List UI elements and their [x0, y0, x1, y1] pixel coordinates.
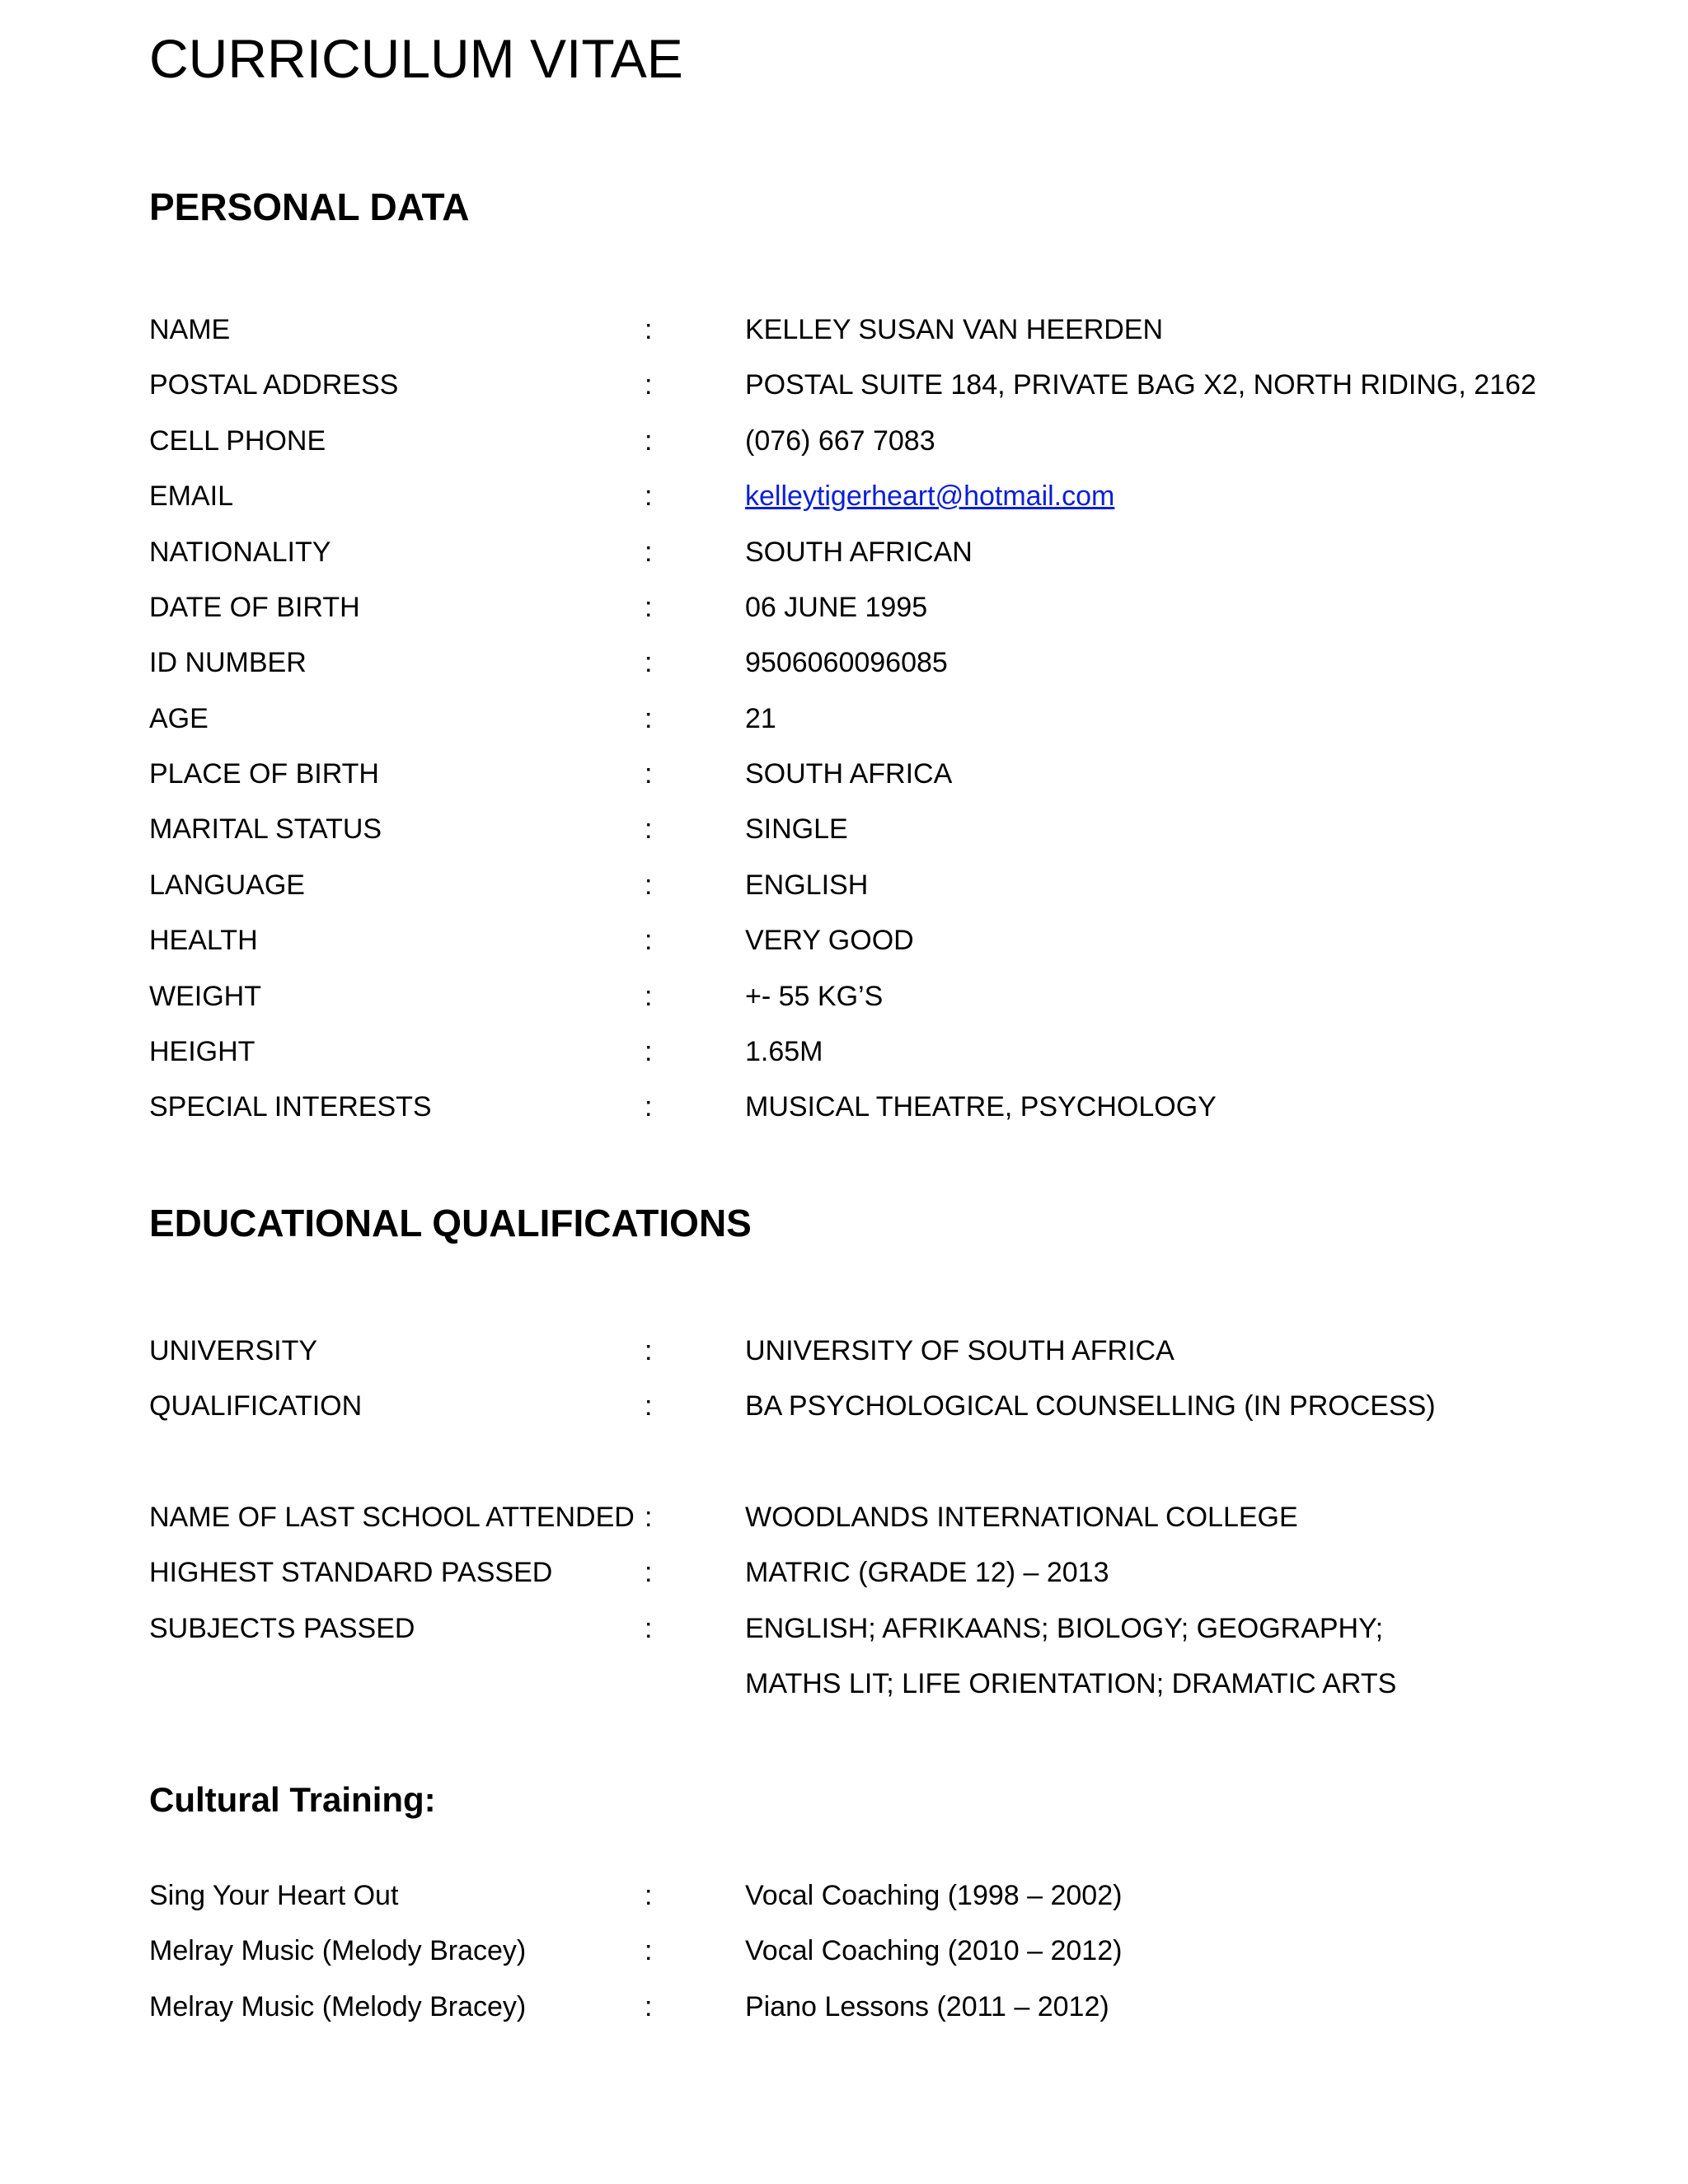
- field-separator: :: [645, 1613, 653, 1644]
- personal-row-special-interests: [149, 1086, 1550, 1127]
- field-separator: :: [645, 703, 653, 734]
- personal-row-height: [149, 1031, 1550, 1072]
- field-label: NAME OF LAST SCHOOL ATTENDED: [149, 1502, 635, 1533]
- field-separator: :: [645, 1335, 653, 1366]
- field-value: SOUTH AFRICAN: [745, 537, 973, 568]
- field-value: Vocal Coaching (2010 – 2012): [745, 1935, 1123, 1966]
- field-value: SINGLE: [745, 813, 848, 845]
- field-separator: :: [645, 758, 653, 790]
- education-row-qualification: [149, 1385, 1550, 1427]
- field-separator: :: [645, 869, 653, 901]
- education-row-subjects-continued: [149, 1663, 1550, 1704]
- personal-row-place-of-birth: [149, 753, 1550, 794]
- education-row-university: [149, 1330, 1550, 1371]
- field-value: KELLEY SUSAN VAN HEERDEN: [745, 314, 1164, 345]
- field-value-wrapper: [745, 476, 1114, 517]
- field-separator: :: [645, 369, 653, 401]
- field-value: VERY GOOD: [745, 925, 914, 956]
- personal-row-health: [149, 920, 1550, 961]
- field-separator: :: [645, 1557, 653, 1588]
- field-value: 06 JUNE 1995: [745, 592, 928, 623]
- field-value: 9506060096085: [745, 647, 948, 678]
- field-value: +- 55 KG’S: [745, 981, 884, 1012]
- field-label: DATE OF BIRTH: [149, 592, 360, 623]
- education-row-highest-standard: [149, 1552, 1550, 1593]
- field-value: ENGLISH: [745, 869, 869, 901]
- field-value: SOUTH AFRICA: [745, 758, 953, 790]
- field-separator: :: [645, 1935, 653, 1966]
- education-row-last-school: [149, 1497, 1550, 1538]
- field-value: WOODLANDS INTERNATIONAL COLLEGE: [745, 1502, 1298, 1533]
- personal-row-postal-address: [149, 364, 1550, 405]
- personal-row-cell-phone: [149, 420, 1550, 462]
- cultural-row: [149, 1930, 1550, 1971]
- field-label: SPECIAL INTERESTS: [149, 1091, 432, 1122]
- field-separator: :: [645, 925, 653, 956]
- field-separator: :: [645, 1502, 653, 1533]
- cultural-row: [149, 1875, 1550, 1916]
- field-value: 21: [745, 703, 776, 734]
- personal-row-name: [149, 309, 1550, 350]
- field-label: CELL PHONE: [149, 425, 326, 457]
- cultural-row: [149, 1986, 1550, 2027]
- education-row-subjects-passed: [149, 1608, 1550, 1649]
- field-label: ID NUMBER: [149, 647, 307, 678]
- field-label: Melray Music (Melody Bracey): [149, 1991, 527, 2022]
- field-value: Piano Lessons (2011 – 2012): [745, 1991, 1109, 2022]
- field-label: LANGUAGE: [149, 869, 305, 901]
- field-label: Melray Music (Melody Bracey): [149, 1935, 527, 1966]
- field-value: BA PSYCHOLOGICAL COUNSELLING (IN PROCESS): [745, 1390, 1436, 1422]
- field-label: HIGHEST STANDARD PASSED: [149, 1557, 553, 1588]
- field-value: MATRIC (GRADE 12) – 2013: [745, 1557, 1109, 1588]
- field-separator: :: [645, 1036, 653, 1067]
- field-separator: :: [645, 981, 653, 1012]
- field-label: POSTAL ADDRESS: [149, 369, 399, 401]
- personal-row-email: [149, 476, 1550, 517]
- field-value: MATHS LIT; LIFE ORIENTATION; DRAMATIC ARTS: [745, 1668, 1397, 1699]
- field-label: EMAIL: [149, 480, 234, 512]
- field-label: PLACE OF BIRTH: [149, 758, 379, 790]
- field-label: NAME: [149, 314, 231, 345]
- field-separator: :: [645, 1880, 653, 1911]
- field-value: MUSICAL THEATRE, PSYCHOLOGY: [745, 1091, 1217, 1122]
- email-link[interactable]: kelleytigerheart@hotmail.com: [745, 480, 1115, 512]
- field-label: HEIGHT: [149, 1036, 256, 1067]
- field-value: POSTAL SUITE 184, PRIVATE BAG X2, NORTH RIDING, 2162: [745, 369, 1536, 401]
- personal-row-language: [149, 865, 1550, 906]
- field-label: NATIONALITY: [149, 537, 331, 568]
- field-separator: :: [645, 647, 653, 678]
- field-label: MARITAL STATUS: [149, 813, 382, 845]
- field-label: SUBJECTS PASSED: [149, 1613, 415, 1644]
- field-separator: :: [645, 1091, 653, 1122]
- personal-row-marital-status: [149, 808, 1550, 850]
- field-value: (076) 667 7083: [745, 425, 935, 457]
- personal-row-nationality: [149, 532, 1550, 573]
- document-title: CURRICULUM VITAE: [149, 28, 683, 89]
- field-label: HEALTH: [149, 925, 258, 956]
- personal-row-id-number: [149, 642, 1550, 683]
- field-separator: :: [645, 425, 653, 457]
- field-separator: :: [645, 480, 653, 512]
- personal-row-weight: [149, 976, 1550, 1017]
- field-label: Sing Your Heart Out: [149, 1880, 399, 1911]
- field-value: UNIVERSITY OF SOUTH AFRICA: [745, 1335, 1175, 1366]
- personal-row-date-of-birth: [149, 587, 1550, 628]
- field-separator: :: [645, 592, 653, 623]
- field-separator: :: [645, 314, 653, 345]
- education-heading: EDUCATIONAL QUALIFICATIONS: [149, 1202, 752, 1244]
- field-separator: :: [645, 1390, 653, 1422]
- field-separator: :: [645, 813, 653, 845]
- field-label: UNIVERSITY: [149, 1335, 318, 1366]
- field-value: ENGLISH; AFRIKAANS; BIOLOGY; GEOGRAPHY;: [745, 1613, 1384, 1644]
- field-value: Vocal Coaching (1998 – 2002): [745, 1880, 1123, 1911]
- personal-data-heading: PERSONAL DATA: [149, 185, 470, 228]
- field-separator: :: [645, 1991, 653, 2022]
- field-label: WEIGHT: [149, 981, 261, 1012]
- field-label: QUALIFICATION: [149, 1390, 363, 1422]
- field-separator: :: [645, 537, 653, 568]
- cultural-training-heading: Cultural Training:: [149, 1780, 436, 1819]
- field-value: 1.65M: [745, 1036, 823, 1067]
- personal-row-age: [149, 698, 1550, 739]
- field-label: AGE: [149, 703, 209, 734]
